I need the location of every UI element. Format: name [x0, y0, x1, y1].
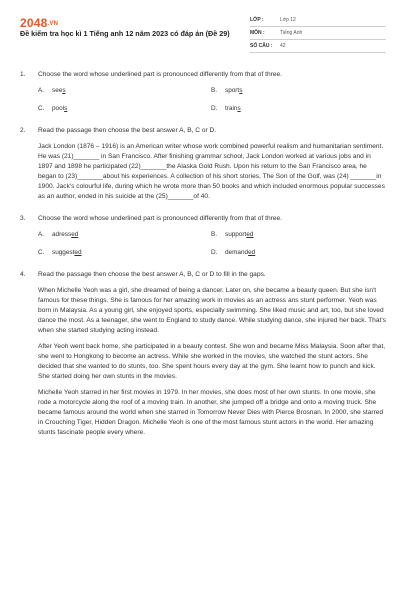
question-number: 2.	[20, 127, 26, 134]
answer-option-c[interactable]	[38, 104, 211, 114]
passage-paragraph: Michelle Yeoh starred in her first movies in 1979. In her movies, she does most of her own stunts. In one movie, she rode a motorcycle along the roof of a moving train. In another, she jumped off a bridge and onto a moving truck. She became famous around the world when she starred in Tomorrow Never Dies with Pierce Brosnan. In 2000, she starred in Crouching Tiger, Hidden Dragon. Michelle Yeoh is one of the most famous stunt actors in the world. Her amazing stunts fascinate people every where.	[38, 389, 384, 436]
answer-option-c[interactable]	[38, 248, 211, 258]
option-word: trains	[225, 105, 241, 112]
option-letter: C.	[38, 249, 45, 256]
exam-content	[20, 70, 386, 450]
option-letter: C.	[38, 105, 45, 112]
option-letter: B.	[211, 87, 218, 94]
option-letter: D.	[211, 105, 218, 112]
option-letter: D.	[211, 249, 218, 256]
meta-row-count	[250, 40, 386, 53]
logo-text: 2048	[20, 16, 48, 30]
reading-passage	[38, 142, 386, 202]
option-word: sports	[225, 87, 243, 94]
option-word: adressed	[52, 231, 79, 238]
option-word: suggested	[52, 249, 82, 256]
question	[20, 270, 386, 438]
answer-option-d[interactable]	[211, 104, 384, 114]
option-letter: B.	[211, 231, 218, 238]
answer-option-a[interactable]	[38, 230, 211, 240]
answer-options	[38, 86, 386, 114]
option-letter: A.	[38, 87, 45, 94]
question-prompt: Choose the word whose underlined part is pronounced differently from that of three.	[38, 215, 282, 222]
question	[20, 214, 386, 258]
meta-label: SỐ CÂU :	[250, 43, 273, 49]
meta-label: LỚP :	[250, 17, 264, 23]
answer-option-d[interactable]	[211, 248, 384, 258]
meta-row-subject	[250, 27, 386, 40]
exam-meta	[250, 14, 386, 53]
question-number: 4.	[20, 271, 26, 278]
passage-paragraph: When Michelle Yeoh was a girl, she dreamed of being a dancer. Later on, she became a beauty queen. But she isn't famous for these things. She is famous for her amazing work in movies as an actress ans stunt performer. Yeoh was born in Malaysia. As a young girl, she enjoyed sports, especially swimming. She liked music and art, too, but she loved dance the most. As a teenager, she went to England to study dance. While studying dance, she injured her back. That's when she started studying acting instead.	[38, 287, 386, 334]
question-prompt: Read the passage then choose the best answer A, B, C or D to fill in the gaps.	[38, 271, 266, 278]
option-word: demanded	[225, 249, 256, 256]
passage-paragraph: After Yeoh went back home, she participated in a beauty contest. She won and became Miss Malaysia. Soon after that, she went to Hongkong to become an actress. While she worked in the movies, she watched the stunt actors. She decided that she wanted to do stunts, too. She spent hours every day at the gym. She learnt how to punch and kick. She started doing her own stunts in the movies.	[38, 343, 386, 380]
option-word: pools	[52, 105, 68, 112]
meta-row-class	[250, 14, 386, 27]
question-number: 3.	[20, 215, 26, 222]
meta-value: 42	[280, 43, 286, 49]
question	[20, 70, 386, 114]
option-word: sees	[52, 87, 66, 94]
meta-value: Tiếng Anh	[280, 30, 303, 36]
question-prompt: Read the passage then choose the best answer A, B, C or D.	[38, 127, 217, 134]
question-prompt: Choose the word whose underlined part is pronounced differently from that of three.	[38, 71, 282, 78]
option-letter: A.	[38, 231, 45, 238]
passage-paragraph: Jack London (1876 – 1916) is an American writer whose work combined powerful realism and humanitarian sentiment. He was (21)_______ in San Francisco. After finishing grammar school, Jack London worked at various jobs and in 1897 and 1898 he participated (22)_______the Alaska Gold Rush. Upon his return to the San Francisco area, he began to (23)_______about his experiences. A collection of his short stories, The Son of the Golf, was (24) _______in 1900. Jack's colourful life, during which he wrote more than 50 books and which included enormous popular successes as an author, ended in his suicide at the (25)_______of 40.	[38, 143, 385, 200]
answer-option-b[interactable]	[211, 86, 384, 96]
question	[20, 126, 386, 202]
option-word: supported	[225, 231, 254, 238]
document-title: Đề kiểm tra học kì 1 Tiếng anh 12 năm 2023 có đáp án (Đề 29)	[20, 29, 230, 38]
question-number: 1.	[20, 71, 26, 78]
site-logo[interactable]	[20, 16, 58, 30]
answer-option-b[interactable]	[211, 230, 384, 240]
meta-label: MÔN :	[250, 30, 265, 36]
reading-passage	[38, 286, 386, 438]
page-header	[0, 0, 400, 62]
answer-options	[38, 230, 386, 258]
logo-suffix: .VN	[47, 20, 59, 27]
meta-value: Lớp 12	[280, 17, 296, 23]
answer-option-a[interactable]	[38, 86, 211, 96]
